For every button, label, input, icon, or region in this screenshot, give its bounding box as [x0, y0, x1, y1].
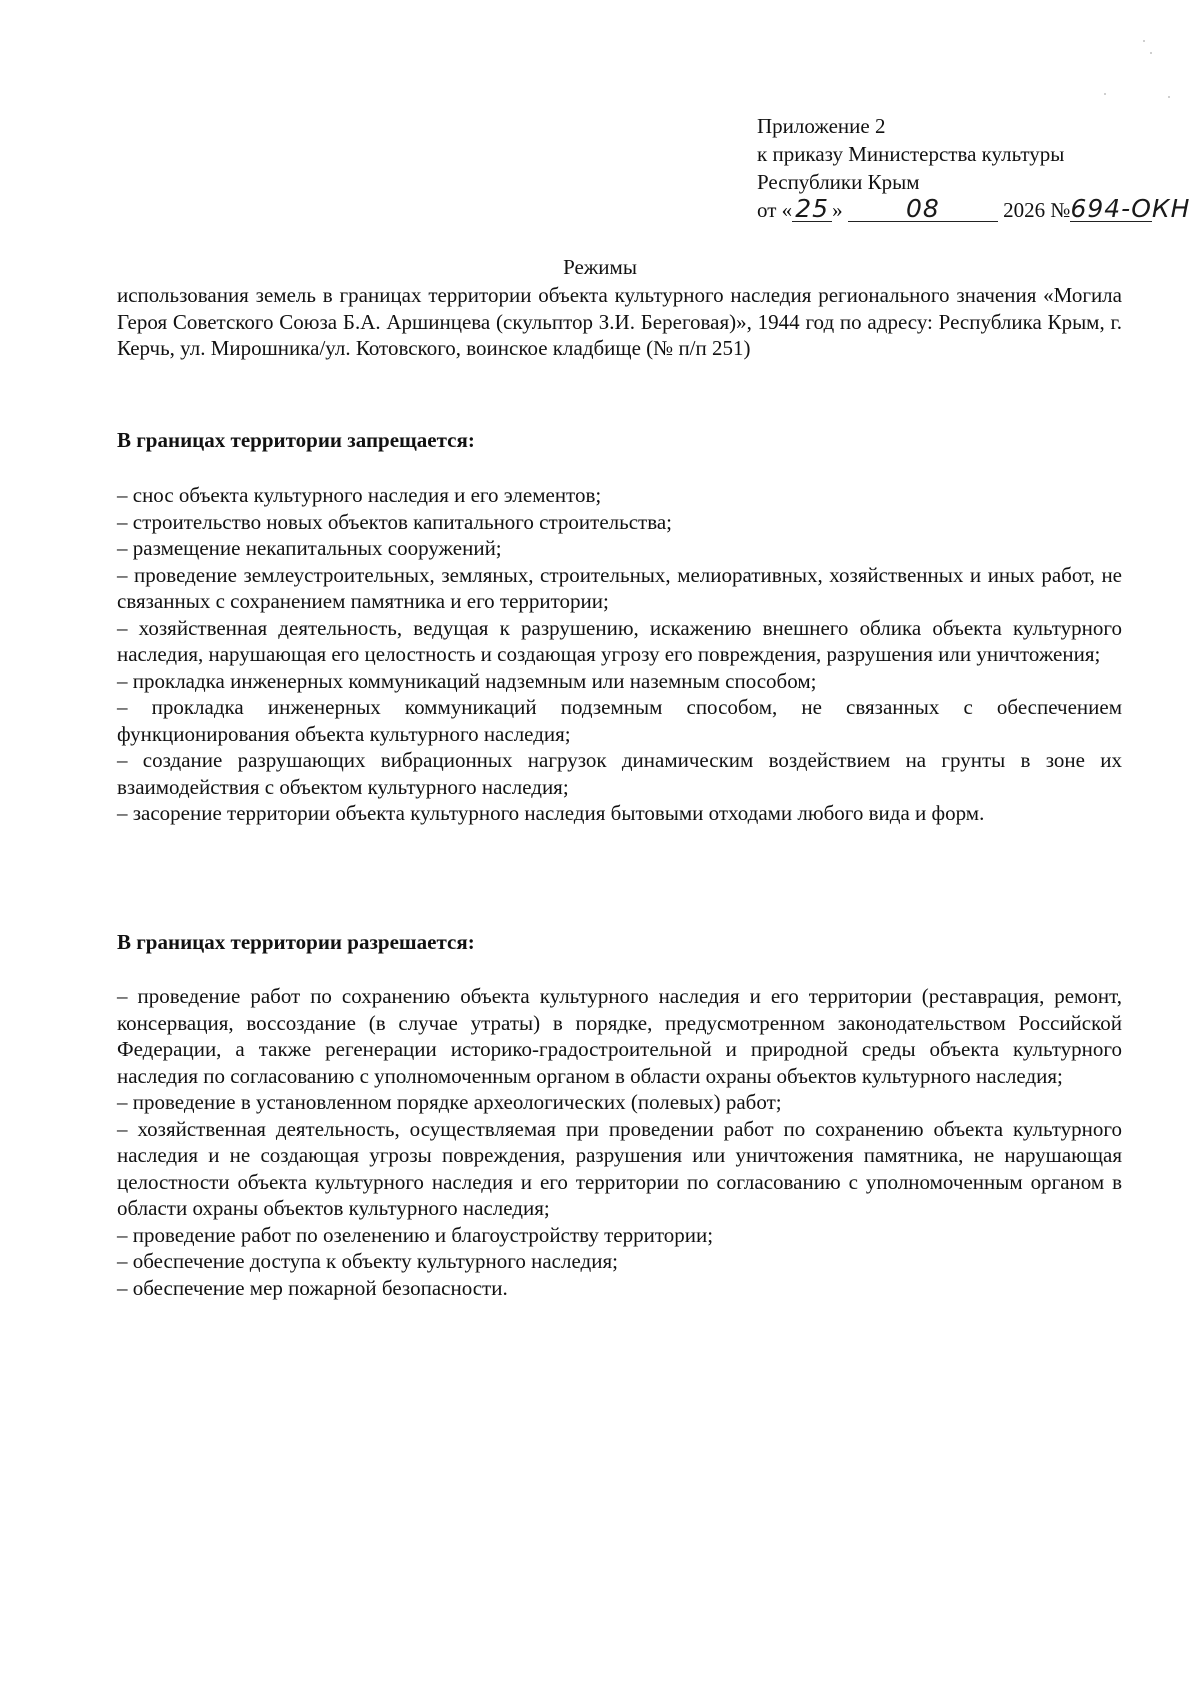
prohibited-heading: В границах территории запрещается: — [117, 428, 475, 452]
order-month-handwritten: 08 — [848, 197, 998, 222]
list-item: – проведение работ по озеленению и благоустройству территории; — [117, 1222, 714, 1247]
scan-artifact — [1168, 96, 1170, 98]
list-item: – проведение в установленном порядке археологических (полевых) работ; — [117, 1090, 782, 1114]
scan-artifact — [1150, 52, 1152, 54]
day-suffix: » — [832, 198, 843, 222]
order-day-handwritten: 25 — [792, 197, 832, 222]
annex-title: Приложение 2 — [757, 114, 886, 138]
order-year-label: 2026 № — [1003, 198, 1071, 222]
permitted-heading: В границах территории разрешается: — [117, 930, 475, 954]
list-item: – засорение территории объекта культурного наследия бытовыми отходами любого вида и форм. — [117, 801, 985, 825]
document-intro: использования земель в границах территории объекта культурного наследия регионального значения «Могила Героя Советского Союза Б.А. Аршинцева (скульптор З.И. Береговая)», 1944 год по адресу: Республика Крым, г. Керчь, ул. Мирошника/ул. Котовского, воинское кладбище (№ п/п 251) — [117, 283, 1122, 360]
list-item: – хозяйственная деятельность, ведущая к разрушению, искажению внешнего облика объекта культурного наследия, нарушающая его целостность и создающая угрозу его повреждения, разрушения или уничтожения; — [117, 615, 1122, 666]
list-item: – обеспечение мер пожарной безопасности. — [117, 1275, 508, 1300]
list-item: – проведение работ по сохранению объекта культурного наследия и его территории (реставрация, ремонт, консервация, воссоздание (в случае утраты) в порядке, предусмотренном законодательством Российской Федерации, а также регенерации историко-градостроительной и природной среды объекта культурного наследия по согласованию с уполномоченным органом в области охраны объектов культурного наследия; — [117, 984, 1122, 1088]
date-prefix: от « — [757, 198, 793, 222]
list-item: – проведение землеустроительных, земляных, строительных, мелиоративных, хозяйственных и иных работ, не связанных с сохранением памятника и его территории; — [117, 562, 1122, 613]
annex-order-ref: к приказу Министерства культуры — [757, 142, 1065, 166]
scan-artifact — [1143, 40, 1145, 42]
order-number-handwritten: 694-ОКН — [1070, 194, 1191, 223]
list-item: – снос объекта культурного наследия и его элементов; — [117, 483, 602, 507]
list-item: – создание разрушающих вибрационных нагрузок динамическим воздействием на грунты в зоне их взаимодействия с объектом культурного наследия; — [117, 748, 1122, 799]
order-date-line — [757, 194, 1191, 224]
prohibited-list — [117, 482, 1122, 827]
list-item: – строительство новых объектов капитального строительства; — [117, 509, 672, 534]
permitted-list — [117, 983, 1122, 1301]
list-item: – прокладка инженерных коммуникаций подземным способом, не связанных с обеспечением функционирования объекта культурного наследия; — [117, 695, 1122, 746]
list-item: – размещение некапитальных сооружений; — [117, 536, 502, 560]
list-item: – обеспечение доступа к объекту культурного наследия; — [117, 1249, 618, 1273]
document-title: Режимы — [563, 255, 637, 279]
list-item: – прокладка инженерных коммуникаций надземным или наземным способом; — [117, 668, 817, 693]
annex-block — [757, 112, 1191, 224]
scan-artifact — [1104, 93, 1106, 95]
list-item: – хозяйственная деятельность, осуществляемая при проведении работ по сохранению объекта культурного наследия и не создающая угрозы повреждения, разрушения или уничтожения памятника, не нарушающая целостности объекта культурного наследия и его территории по согласованию с уполномоченным органом в области охраны объектов культурного наследия; — [117, 1116, 1122, 1220]
annex-republic: Республики Крым — [757, 170, 920, 194]
